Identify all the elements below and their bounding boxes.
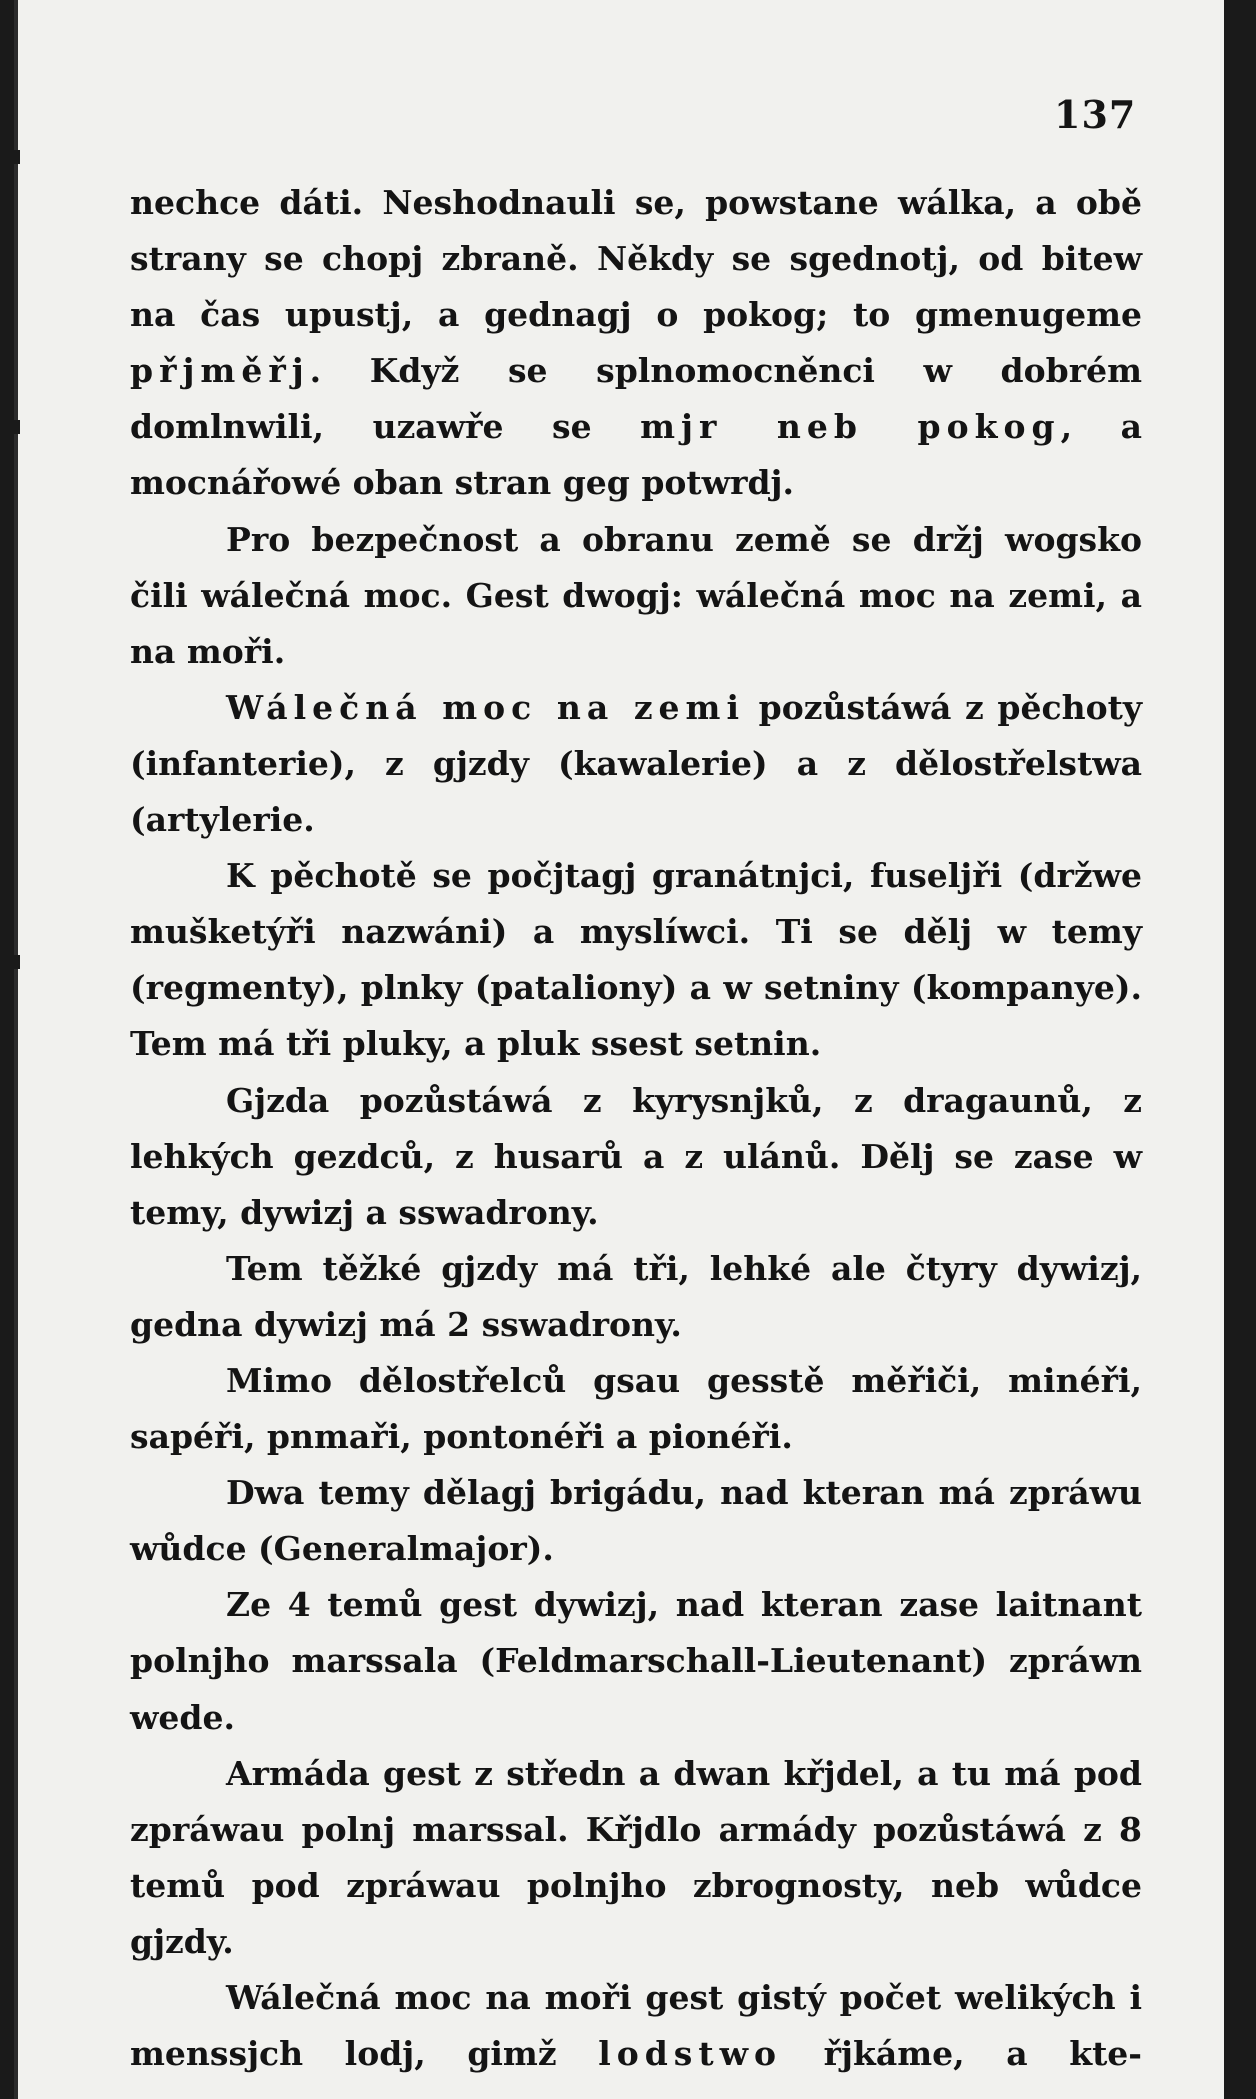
text-run: řjkáme, a kte- bbox=[782, 2034, 1142, 2074]
page-number: 137 bbox=[1054, 92, 1137, 137]
edge-mark bbox=[8, 150, 20, 164]
paragraph bbox=[130, 1746, 1142, 1970]
text-run: Gjzda pozůstáwá z kyrysnjků, z dragaunů, z lehkých gezdců, z husarů a z ulánů. Dělj se zase w temy, dywizj a sswadrony. bbox=[130, 1080, 1142, 1232]
paragraph bbox=[130, 680, 1142, 848]
text-run: Mimo dělostřelců gsau gesstě měřiči, minéři, sapéři, pnmaři, pontonéři a pionéři. bbox=[130, 1360, 1142, 1457]
text-run: . Když se splnomocněnci w dobrém domlnwili, uzawře se bbox=[130, 351, 1142, 447]
text-run: Pro bezpečnost a obranu země se držj wogsko čili wálečná moc. Gest dwogj: wálečná moc na zemi, a na moři. bbox=[130, 519, 1142, 671]
paragraph bbox=[130, 1970, 1142, 2082]
edge-mark bbox=[8, 420, 20, 434]
paragraph bbox=[130, 1465, 1142, 1577]
paragraph bbox=[130, 175, 1142, 512]
page-edge bbox=[14, 0, 18, 2099]
text-run: K pěchotě se počjtagj granátnjci, fuseljři (držwe mušketýři nazwáni) a myslíwci. Ti se dělj w temy (regmenty), plnky (pataliony) a w setniny (kompanye). Tem má tři pluky, a pluk ssest setnin. bbox=[130, 856, 1142, 1064]
text-run: nechce dáti. Neshodnauli se, powstane wálka, a obě strany se chopj zbraně. Někdy se sgednotj, od bitew na čas upustj, a gednagj o pokog; to gmenugeme bbox=[130, 183, 1142, 335]
text-run: , a mocnářowé oban stran geg potwrdj. bbox=[130, 407, 1142, 503]
emphasized-term: přjměřj bbox=[130, 351, 310, 391]
paragraph bbox=[130, 1353, 1142, 1465]
paragraph bbox=[130, 1241, 1142, 1353]
book-page bbox=[14, 0, 1224, 2099]
text-run: pozůstáwá z pěchoty (infanterie), z gjzdy (kawalerie) a z dělostřelstwa (artylerie. bbox=[130, 687, 1142, 840]
text-run: Ze 4 temů gest dywizj, nad kteran zase laitnant polnjho marssala (Feldmarschall-Lieutenant) zpráwn wede. bbox=[130, 1585, 1142, 1737]
edge-mark bbox=[8, 955, 20, 969]
emphasized-term: mjr neb pokog bbox=[640, 407, 1061, 447]
text-run: Wálečná moc na moři gest gistý počet welikých i menssjch lodj, gimž bbox=[130, 1978, 1142, 2074]
text-run: Dwa temy dělagj brigádu, nad kteran má zpráwu wůdce (Generalmajor). bbox=[130, 1473, 1142, 1569]
body-text bbox=[130, 175, 1142, 2082]
text-run: Armáda gest z středn a dwan křjdel, a tu má pod zpráwau polnj marssal. Křjdlo armády pozůstáwá z 8 temů pod zpráwau polnjho zbrognosty, neb wůdce gjzdy. bbox=[130, 1753, 1142, 1961]
paragraph bbox=[130, 1073, 1142, 1241]
emphasized-term: Wálečná moc na zemi bbox=[226, 687, 746, 727]
paragraph bbox=[130, 848, 1142, 1072]
paragraph bbox=[130, 512, 1142, 680]
emphasized-term: lodstwo bbox=[598, 2034, 783, 2074]
text-run: Tem těžké gjzdy má tři, lehké ale čtyry dywizj, gedna dywizj má 2 sswadrony. bbox=[130, 1248, 1142, 1344]
paragraph bbox=[130, 1577, 1142, 1745]
